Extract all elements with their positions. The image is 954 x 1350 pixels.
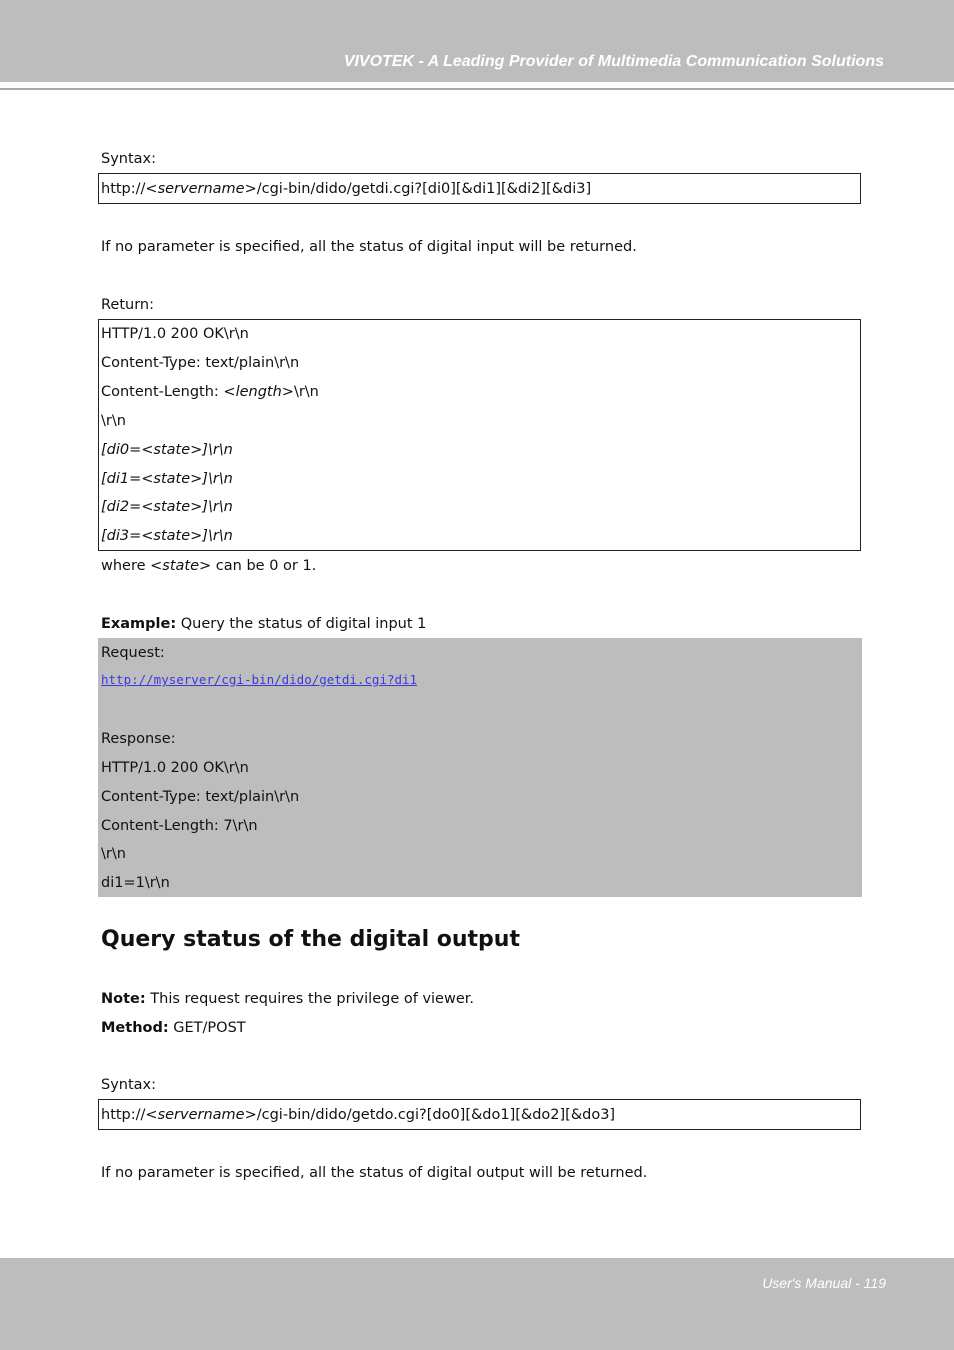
syntax-prefix: http:// [101,1107,146,1123]
state-note-suffix: can be 0 or 1. [211,558,317,574]
privilege-note [101,990,474,1008]
syntax-line [101,1106,615,1124]
response-line: \r\n [101,846,126,862]
section-heading: Query status of the digital output [101,927,520,952]
response-line: Content-Type: text/plain\r\n [101,789,300,805]
state-note-var: <state> [150,558,212,574]
return-line: [di1=<state>]\r\n [101,471,233,487]
syntax-prefix: http:// [101,181,146,197]
return-line: [di0=<state>]\r\n [101,442,233,458]
return-label: Return: [101,297,155,313]
return-line: [di3=<state>]\r\n [101,528,233,544]
syntax-suffix: /cgi-bin/dido/getdi.cgi?[di0][&di1][&di2][&di3] [256,181,592,197]
return-line [101,383,319,401]
method-label: Method: [101,1020,169,1036]
example-text: Query the status of digital input 1 [176,616,427,632]
return-line: \r\n [101,413,126,429]
no-param-note: If no parameter is specified, all the status of digital output will be returned. [101,1165,648,1181]
request-label: Request: [101,645,165,661]
method-line [101,1019,246,1037]
example-label: Example: [101,616,177,632]
example-heading [101,615,426,633]
return-line-var: <length> [223,384,294,400]
response-line: Content-Length: 7\r\n [101,818,258,834]
request-url-link[interactable]: http://myserver/cgi-bin/dido/getdi.cgi?di1 [101,672,418,687]
return-line-prefix: Content-Length: [101,384,224,400]
syntax-suffix: /cgi-bin/dido/getdo.cgi?[do0][&do1][&do2][&do3] [256,1107,616,1123]
header-title: VIVOTEK - A Leading Provider of Multimedia Communication Solutions [343,53,884,70]
syntax-box [98,1099,861,1130]
return-line: [di2=<state>]\r\n [101,499,233,515]
page-number: User's Manual - 119 [762,1275,886,1291]
return-line: Content-Type: text/plain\r\n [101,355,300,371]
state-note [101,557,316,575]
return-box [98,319,861,551]
syntax-box [98,173,861,204]
no-param-note: If no parameter is specified, all the status of digital input will be returned. [101,239,637,255]
syntax-label: Syntax: [101,151,157,167]
state-note-prefix: where [101,558,151,574]
syntax-servername: <servername> [145,1107,257,1123]
syntax-servername: <servername> [145,181,257,197]
note-text: This request requires the privilege of viewer. [145,991,474,1007]
response-line: HTTP/1.0 200 OK\r\n [101,760,249,776]
response-line: di1=1\r\n [101,875,170,891]
return-line: HTTP/1.0 200 OK\r\n [101,326,249,342]
syntax-label: Syntax: [101,1077,157,1093]
page-footer [0,1258,954,1350]
return-line-suffix: \r\n [293,384,319,400]
method-text: GET/POST [168,1020,246,1036]
header-rule [0,88,954,90]
note-label: Note: [101,991,146,1007]
syntax-line [101,180,591,198]
page-header [0,0,954,82]
response-label: Response: [101,731,176,747]
example-block [98,638,862,897]
